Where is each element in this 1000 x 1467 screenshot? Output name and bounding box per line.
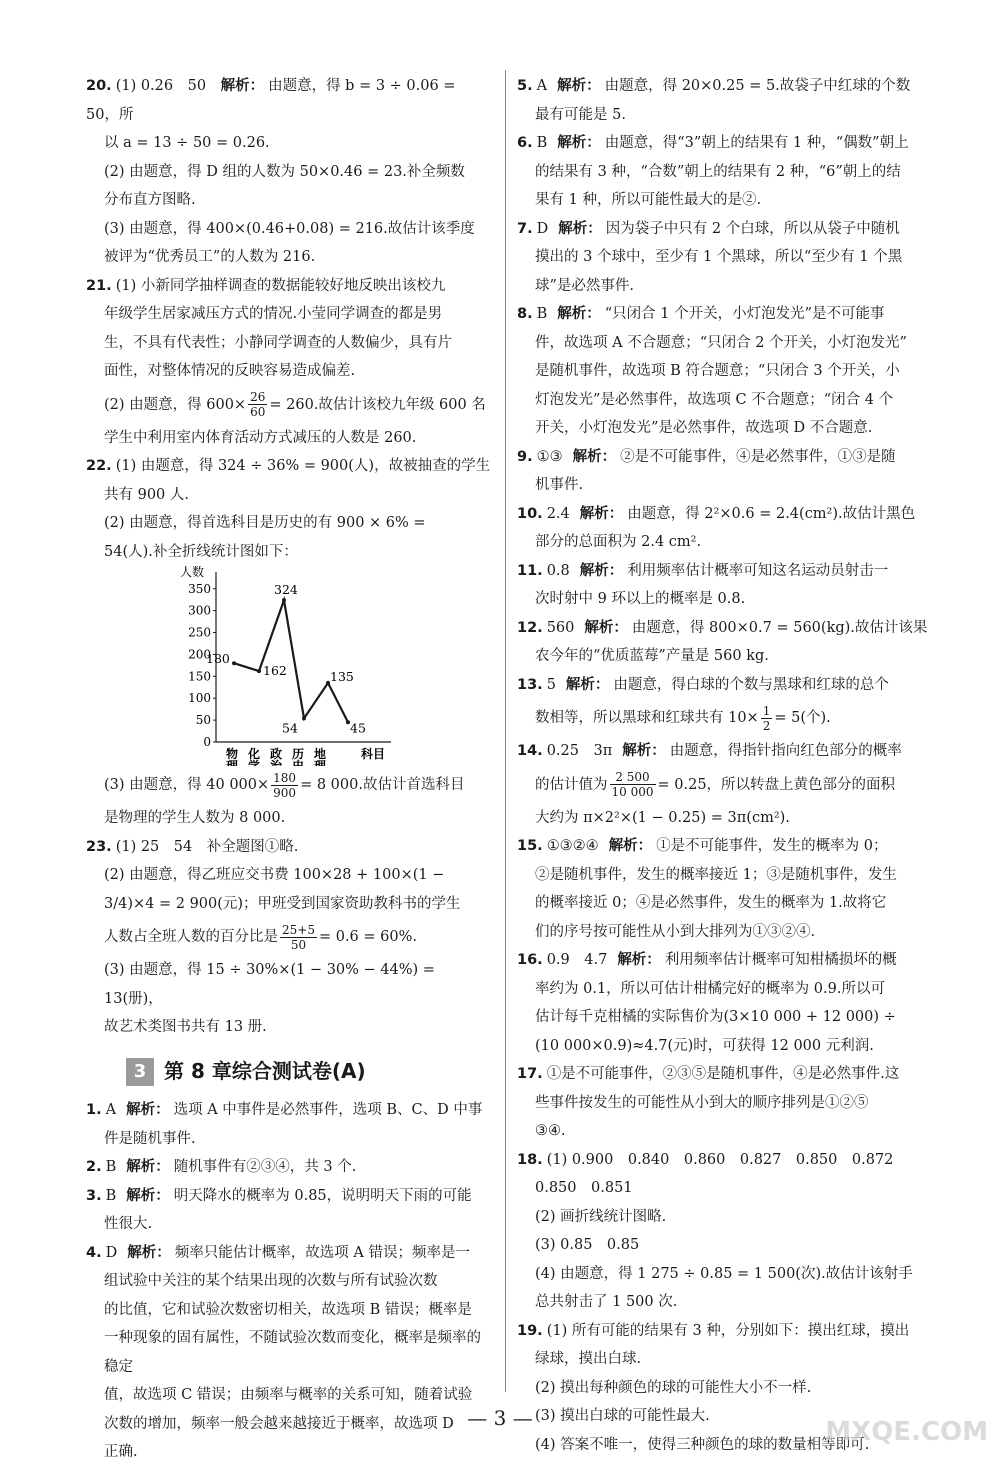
- a14-line1: 由题意，得指针指向红色部分的概率: [669, 743, 902, 759]
- a9-line1: ②是不可能事件，④是必然事件，①③是随: [620, 448, 896, 465]
- a7-answer: D: [536, 220, 549, 237]
- a10: [517, 500, 937, 557]
- q22-line1: (1) 由题意，得 324 ÷ 36% = 900(人)，故被抽查的学生: [115, 458, 491, 474]
- y-tick-label: 350: [188, 581, 211, 596]
- a2-keyword: 解析：: [126, 1158, 170, 1175]
- a4-line3: 的比值，它和试验次数密切相关，故选项 B 错误；概率是: [104, 1301, 472, 1318]
- q20-line4: 分布直方图略.: [104, 192, 196, 208]
- a9: [517, 443, 937, 500]
- q20: [86, 72, 492, 272]
- a14-line3: 大约为 π×2²×(1 − 0.25) = 3π(cm²).: [535, 809, 790, 826]
- a1-keyword: 解析：: [126, 1101, 170, 1118]
- x-tick-label-top: 化: [248, 747, 261, 761]
- a4-line1: 频率只能估计概率，故选项 A 错误；频率是一: [174, 1244, 470, 1261]
- section-badge: 3: [126, 1058, 154, 1086]
- q21-line4: 面性，对整体情况的反映容易造成偏差.: [104, 363, 356, 379]
- watermark-logo: MXQE.COM: [825, 1417, 988, 1447]
- a14-answer: 0.25 3π: [546, 743, 613, 759]
- x-tick-label-top: 历: [292, 747, 305, 761]
- q22: [86, 452, 492, 833]
- q21-line3: 生，不具有代表性；小静同学调查的人数偏少，具有片: [104, 334, 452, 351]
- section-title: 第 8 章综合测试卷(A): [164, 1058, 366, 1083]
- q22-frac-bottom: 900: [273, 785, 297, 800]
- a17-line1: ①是不可能事件，②③⑤是随机事件，④是必然事件.这: [546, 1066, 900, 1082]
- a16-line4: (10 000×0.9)≈4.7(元)时，可获得 12 000 元利润.: [535, 1037, 874, 1054]
- a12: [517, 614, 937, 671]
- a14-line2a: 的估计值为: [535, 776, 608, 793]
- y-tick-label: 0: [203, 735, 211, 749]
- a1-answer: A: [105, 1102, 117, 1118]
- x-tick-label-top: 政: [270, 747, 283, 761]
- data-label: 54: [282, 720, 298, 736]
- a13-line2a: 数相等，所以黑球和红球共有 10×: [535, 710, 759, 726]
- x-tick-label-bottom: 理: [314, 759, 327, 766]
- a14-fraction: [610, 770, 656, 799]
- a3-keyword: 解析：: [126, 1186, 170, 1204]
- a19-line3: (2) 摸出每种颜色的球的可能性大小不一样.: [535, 1379, 812, 1396]
- a12-line1: 由题意，得 800×0.7 = 560(kg).故估计该果: [631, 619, 928, 636]
- q21-line6: 学生中利用室内体育活动方式减压的人数是 260.: [104, 429, 417, 446]
- a19-line4: (3) 摸出白球的可能性最大.: [535, 1408, 710, 1424]
- a16-line2: 率约为 0.1，所以可估计柑橘完好的概率为 0.9.所以可: [535, 980, 885, 997]
- y-tick-label: 50: [195, 713, 211, 728]
- a1-line1: 选项 A 中事件是必然事件，选项 B、C、D 中事: [173, 1102, 483, 1118]
- x-tick-label-bottom: 史: [292, 759, 305, 766]
- a4-answer: D: [105, 1244, 118, 1261]
- a19-line5: (4) 答案不唯一，使得三种颜色的球的数量相等即可.: [535, 1436, 870, 1453]
- y-tick-label: 150: [188, 669, 211, 684]
- a4-number: 4.: [86, 1244, 102, 1261]
- q21-frac-top: 26: [250, 390, 266, 404]
- a14-line2: [517, 766, 937, 804]
- a2-number: 2.: [86, 1159, 102, 1175]
- q23-line4a: 人数占全班人数的百分比是: [104, 929, 278, 945]
- a4-line5: 值，故选项 C 错误；由频率与概率的关系可知，随着试验: [104, 1387, 473, 1403]
- data-label: 324: [274, 582, 298, 598]
- y-tick-label: 300: [188, 603, 211, 618]
- a18-number: 18.: [517, 1151, 543, 1168]
- a7-line1: 因为袋子中只有 2 个白球，所以从袋子中随机: [605, 220, 900, 237]
- x-tick-label-bottom: 学: [248, 759, 261, 766]
- a11: [517, 557, 937, 614]
- q23-line6: 故艺术类图书共有 13 册.: [104, 1019, 267, 1035]
- a3-answer: B: [105, 1187, 117, 1204]
- page-number: — 3 —: [467, 1406, 533, 1430]
- a3-number: 3.: [86, 1187, 102, 1204]
- a13-frac-bottom: 2: [762, 718, 771, 733]
- data-label: 180: [206, 651, 230, 667]
- a8-line2: 件，故选项 A 不合题意；“只闭合 2 个开关，小灯泡发光”: [535, 334, 907, 351]
- a19-number: 19.: [517, 1322, 543, 1339]
- a10-line1: 由题意，得 2²×0.6 = 2.4(cm²).故估计黑色: [627, 505, 916, 522]
- a6-line1: 由题意，得“3”朝上的结果有 1 种，“偶数”朝上: [604, 135, 909, 151]
- a11-line1: 利用频率估计概率可知这名运动员射击一: [627, 562, 889, 579]
- series-line: [234, 600, 348, 722]
- a10-line2: 部分的总面积为 2.4 cm².: [535, 534, 702, 550]
- a7: [517, 215, 937, 301]
- a12-answer: 560: [546, 619, 575, 636]
- a19-line1: (1) 所有可能的结果有 3 种，分别如下：摸出红球，摸出: [546, 1322, 910, 1339]
- a4-line6: 次数的增加，频率一般会越来越接近于概率，故选项 D: [104, 1415, 454, 1432]
- a3-line1: 明天降水的概率为 0.85，说明明天下雨的可能: [173, 1187, 472, 1204]
- q20-line1: (1) 0.26 50: [115, 78, 221, 94]
- a6-answer: B: [536, 135, 548, 151]
- a15-answer: ①③②④: [546, 838, 599, 854]
- column-divider: [505, 70, 506, 1392]
- a17: [517, 1060, 937, 1146]
- a10-keyword: 解析：: [579, 504, 624, 522]
- x-tick-label-bottom: 理: [226, 759, 239, 766]
- q23-number: 23.: [86, 838, 112, 855]
- x-tick-label-top: 地: [314, 747, 327, 761]
- data-label: 45: [350, 720, 366, 736]
- q23-frac-bottom: 50: [290, 937, 307, 952]
- a15-number: 15.: [517, 838, 543, 854]
- a9-keyword: 解析：: [572, 447, 617, 465]
- q21-line5: [86, 386, 492, 424]
- a18-line4: (3) 0.85 0.85: [535, 1237, 640, 1253]
- q21-line5a: (2) 由题意，得 600×: [104, 396, 247, 413]
- x-tick-label-top: 物: [226, 747, 239, 761]
- a13-line1: 由题意，得白球的个数与黑球和红球的总个: [613, 676, 889, 693]
- a5-number: 5.: [517, 78, 533, 94]
- a11-number: 11.: [517, 562, 543, 579]
- q20-line1b: 由题意，得 b = 3 ÷ 0.06 = 50，所: [86, 78, 456, 123]
- a10-answer: 2.4: [546, 505, 570, 522]
- a13-fraction: [761, 704, 773, 733]
- data-point: [232, 661, 236, 665]
- chart-svg: [176, 566, 416, 766]
- a7-line2: 摸出的 3 个球中，至少有 1 个黑球，所以“至少有 1 个黑: [535, 249, 903, 265]
- a7-number: 7.: [517, 220, 533, 237]
- q22-fraction: [271, 771, 298, 800]
- a9-answer: ①③: [536, 448, 563, 465]
- a2-line1: 随机事件有②③④，共 3 个.: [173, 1159, 357, 1175]
- a5-line1: 由题意，得 20×0.25 = 5.故袋子中红球的个数: [604, 78, 911, 94]
- right-column: [517, 72, 937, 1459]
- a15: [517, 832, 937, 946]
- q21-line1: (1) 小新同学抽样调查的数据能较好地反映出该校九: [115, 277, 446, 294]
- a12-keyword: 解析：: [584, 618, 628, 636]
- a16-keyword: 解析：: [617, 951, 661, 968]
- a12-line2: 农今年的“优质蓝莓”产量是 560 kg.: [535, 648, 769, 664]
- a5-line2: 最有可能是 5.: [535, 106, 626, 123]
- data-label: 135: [330, 668, 354, 684]
- a15-line2: ②是随机事件，发生的概率接近 1；③是随机事件，发生: [535, 866, 897, 883]
- a17-number: 17.: [517, 1066, 543, 1082]
- q23: [86, 833, 492, 1042]
- a13-line2: [517, 699, 937, 737]
- a10-number: 10.: [517, 505, 543, 522]
- a8-line4: 灯泡发光”是必然事件，故选项 C 不合题意；“闭合 4 个: [535, 391, 894, 408]
- a13-frac-top: 1: [762, 703, 771, 718]
- a18-line5: (4) 由题意，得 1 275 ÷ 0.85 = 1 500(次).故估计该射手: [535, 1265, 913, 1282]
- a19-line2: 绿球，摸出白球.: [535, 1351, 642, 1367]
- a7-keyword: 解析：: [558, 219, 602, 237]
- a14: [517, 737, 937, 832]
- q23-line4: [86, 918, 492, 956]
- q22-frac-top: 180: [273, 770, 297, 785]
- left-column: [86, 72, 492, 1467]
- a6-number: 6.: [517, 135, 533, 151]
- q20-line5: (3) 由题意，得 400×(0.46+0.08) = 216.故估计该季度: [104, 220, 475, 237]
- a14-number: 14.: [517, 743, 543, 759]
- a6-line3: 果有 1 种，所以可能性最大的是②.: [535, 192, 762, 208]
- a14-keyword: 解析：: [622, 742, 666, 759]
- a11-line2: 次时射中 9 环以上的概率是 0.8.: [535, 591, 746, 607]
- line-chart: [176, 566, 416, 766]
- a4: [86, 1239, 492, 1467]
- x-tick-label-bottom: 治: [270, 759, 283, 766]
- a11-keyword: 解析：: [579, 561, 624, 579]
- a16-line1: 利用频率估计概率可知柑橘损坏的概: [664, 952, 897, 968]
- a2-answer: B: [105, 1159, 117, 1175]
- a5: [517, 72, 937, 129]
- q22-line6: 是物理的学生人数为 8 000.: [104, 810, 286, 826]
- q20-number: 20.: [86, 78, 112, 94]
- a1-line2: 件是随机事件.: [104, 1130, 196, 1147]
- q23-line4b: = 0.6 = 60%.: [318, 929, 417, 945]
- a3-line2: 性很大.: [104, 1216, 153, 1232]
- a13-number: 13.: [517, 676, 543, 693]
- q21-frac-bottom: 60: [250, 405, 266, 419]
- a15-line3: 的概率接近 0；④是必然事件，发生的概率为 1.故将它: [535, 895, 887, 911]
- a8-keyword: 解析：: [557, 305, 601, 322]
- q22-number: 22.: [86, 458, 112, 474]
- q23-line2: (2) 由题意，得乙班应交书费 100×28 + 100×(1 −: [104, 867, 445, 883]
- a6: [517, 129, 937, 215]
- section-heading: [126, 1056, 492, 1087]
- a12-number: 12.: [517, 619, 543, 636]
- a13-line2b: = 5(个).: [774, 710, 831, 726]
- a14-line2b: = 0.25，所以转盘上黄色部分的面积: [657, 776, 896, 793]
- a18-line6: 总共射击了 1 500 次.: [535, 1294, 678, 1310]
- a4-line4: 一种现象的固有属性，不随试验次数而变化，概率是频率的稳定: [104, 1330, 481, 1375]
- data-point: [257, 669, 261, 673]
- a14-frac-top: 2 500: [610, 770, 656, 785]
- a8-line3: 是随机事件，故选项 B 符合题意；“只闭合 3 个开关，小: [535, 363, 900, 379]
- a1-number: 1.: [86, 1102, 102, 1118]
- a8-line1: “只闭合 1 个开关，小灯泡发光”是不可能事: [604, 306, 885, 322]
- a8: [517, 300, 937, 443]
- q22-line3: (2) 由题意，得首选科目是历史的有 900 × 6% =: [104, 515, 426, 531]
- a15-line1: ①是不可能事件，发生的概率为 0；: [656, 838, 888, 854]
- y-tick-label: 200: [188, 647, 211, 662]
- a17-line3: ③④.: [535, 1123, 566, 1139]
- q22-line5a: (3) 由题意，得 40 000×: [104, 777, 270, 793]
- a4-line2: 组试验中关注的某个结果出现的次数与所有试验次数: [104, 1273, 438, 1289]
- a8-answer: B: [536, 306, 548, 322]
- q21-number: 21.: [86, 277, 112, 294]
- a13-answer: 5: [546, 676, 556, 693]
- a2: [86, 1153, 492, 1182]
- a18-line1: (1) 0.900 0.840 0.860 0.827 0.850 0.872: [546, 1151, 894, 1168]
- q20-line6: 被评为“优秀员工”的人数为 216.: [104, 249, 316, 265]
- a16: [517, 946, 937, 1060]
- q22-line5: [86, 766, 492, 804]
- x-axis-label: 科目: [361, 747, 386, 761]
- y-tick-label: 250: [188, 625, 211, 640]
- a9-line2: 机事件.: [535, 477, 584, 493]
- a13: [517, 671, 937, 738]
- a1: [86, 1096, 492, 1153]
- q23-line3: 3/4)×4 = 2 900(元)；甲班受到国家资助教科书的学生: [104, 895, 461, 912]
- q22-line4: 54(人).补全折线统计图如下：: [104, 543, 298, 560]
- a14-frac-bottom: 10 000: [611, 785, 654, 799]
- a6-line2: 的结果有 3 种，“合数”朝上的结果有 2 种，“6”朝上的结: [535, 163, 901, 180]
- q21-fraction: [248, 390, 267, 419]
- a16-number: 16.: [517, 952, 543, 968]
- a5-keyword: 解析：: [557, 77, 601, 94]
- a9-number: 9.: [517, 448, 533, 465]
- a4-line7: 正确.: [104, 1444, 138, 1460]
- a7-line3: 球”是必然事件.: [535, 277, 635, 294]
- a4-keyword: 解析：: [127, 1243, 171, 1261]
- q21-line2: 年级学生居家减压方式的情况.小莹同学调查的都是男: [104, 306, 443, 322]
- a13-keyword: 解析：: [565, 675, 610, 693]
- q22-line5b: = 8 000.故估计首选科目: [300, 777, 465, 793]
- q21: [86, 272, 492, 453]
- a3: [86, 1182, 492, 1239]
- a15-keyword: 解析：: [608, 837, 653, 854]
- y-tick-label: 100: [188, 691, 211, 706]
- q20-line3: (2) 由题意，得 D 组的人数为 50×0.46 = 23.补全频数: [104, 163, 465, 180]
- q20-keyword: 解析：: [220, 77, 265, 94]
- data-point: [302, 716, 306, 720]
- data-point: [282, 598, 286, 602]
- q23-line5: (3) 由题意，得 15 ÷ 30%×(1 − 30% − 44%) = 13(册)，: [104, 962, 435, 1007]
- a11-answer: 0.8: [546, 562, 570, 579]
- q23-line1: (1) 25 54 补全题图①略.: [115, 838, 299, 855]
- a18-line3: (2) 画折线统计图略.: [535, 1208, 667, 1225]
- a18: [517, 1146, 937, 1317]
- a17-line2: 些事件按发生的可能性从小到大的顺序排列是①②⑤: [535, 1094, 869, 1111]
- a5-answer: A: [536, 78, 548, 94]
- q23-fraction: [280, 923, 317, 952]
- q23-frac-top: 25+5: [282, 922, 315, 937]
- a18-line2: 0.850 0.851: [535, 1180, 633, 1196]
- a16-line3: 估计每千克柑橘的实际售价为(3×10 000 + 12 000) ÷: [535, 1009, 896, 1025]
- a8-number: 8.: [517, 306, 533, 322]
- a8-line5: 开关，小灯泡发光”是必然事件，故选项 D 不合题意.: [535, 420, 873, 436]
- q22-line2: 共有 900 人.: [104, 486, 190, 503]
- data-label: 162: [263, 663, 287, 679]
- y-axis-label: 人数: [180, 566, 205, 579]
- q20-line2: 以 a = 13 ÷ 50 = 0.26.: [104, 135, 270, 151]
- q21-line5b: = 260.故估计该校九年级 600 名: [269, 396, 486, 413]
- a15-line4: 们的序号按可能性从小到大排列为①③②④.: [535, 923, 816, 940]
- a6-keyword: 解析：: [557, 134, 601, 151]
- a16-answer: 0.9 4.7: [546, 952, 608, 968]
